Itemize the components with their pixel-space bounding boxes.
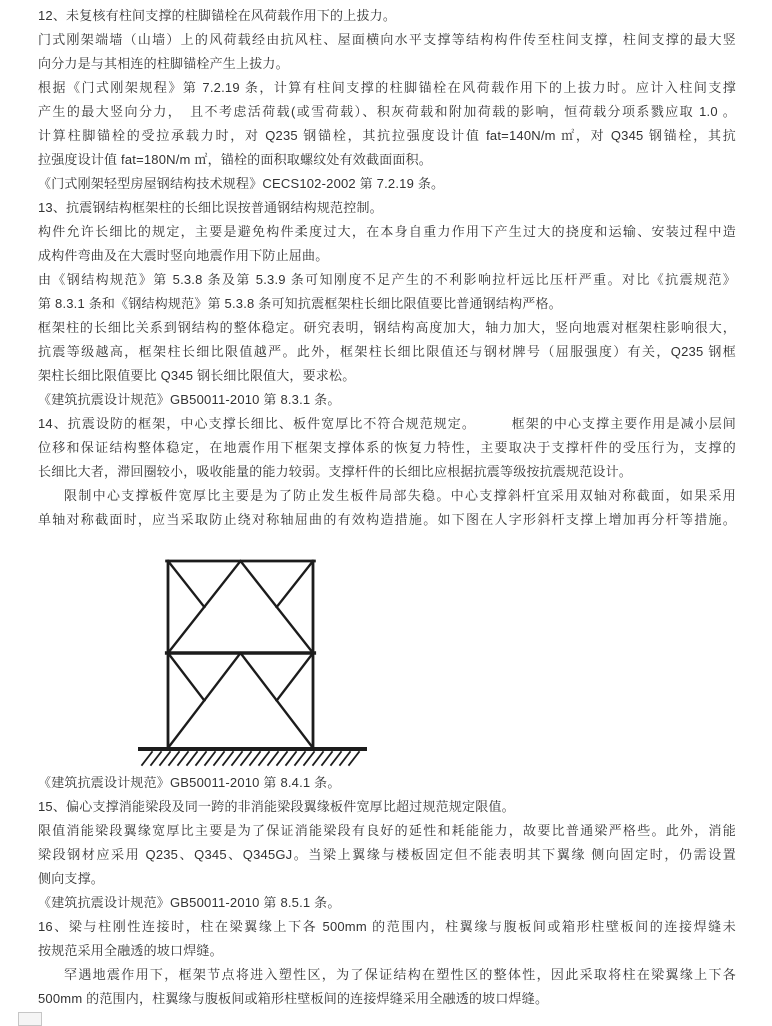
text-line: 13、抗震钢结构框架柱的长细比误按普通钢结构规范控制。 [38, 200, 383, 215]
text-line: 侧向支撑。 [38, 871, 105, 886]
text-line: 向分力是与其相连的柱脚锚栓产生上拔力。 [38, 56, 289, 71]
text-line: 限制中心支撑板件宽厚比主要是为了防止发生板件局部失稳。中心支撑斜杆宜采用双轴对称截面，如果采用 [64, 488, 736, 503]
text-line: 位移和保证结构整体稳定，在地震作用下框架支撑体系的恢复力特性，主要取决于支撑杆件的受压行为，支撑的 [38, 440, 736, 455]
text-line: 《门式刚架轻型房屋钢结构技术规程》CECS102-2002 第 7.2.19 条。 [38, 176, 445, 191]
sub-division-struts [168, 561, 313, 701]
text-line: 抗震等级越高，框架柱长细比限值越严。此外，框架柱长细比限值还与钢材牌号（屈服强度）有关，Q235 钢框 [38, 344, 736, 359]
text-line: 16、梁与柱刚性连接时，柱在梁翼缘上下各 500mm 的范围内，柱翼缘与腹板间或箱形柱壁板间的连接焊缝未 [38, 919, 736, 934]
partial-element-artifact [18, 1012, 42, 1026]
text-line: 计算柱脚锚栓的受拉承载力时，对 Q235 钢锚栓，其抗拉强度设计值 fat=140N/m ㎡，对 Q345 钢锚栓，其抗 [38, 128, 736, 143]
chevron-brace-frame-diagram [138, 546, 388, 771]
text-block-upper [38, 4, 736, 532]
text-line: 《建筑抗震设计规范》GB50011-2010 第 8.3.1 条。 [38, 392, 341, 407]
text-line: 《建筑抗震设计规范》GB50011-2010 第 8.5.1 条。 [38, 895, 341, 910]
text-line: 单轴对称截面时，应当采取防止绕对称轴屈曲的有效构造措施。如下图在人字形斜杆支撑上增加再分杆等措施。 [38, 512, 736, 527]
text-line: 架柱长细比限值要比 Q345 钢长细比限值大，要求松。 [38, 368, 356, 383]
text-line: 500mm 的范围内，柱翼缘与腹板间或箱形柱壁板间的连接焊缝采用全融透的坡口焊缝。 [38, 991, 549, 1006]
text-line: 罕遇地震作用下，框架节点将进入塑性区，为了保证结构在塑性区的整体性，因此采取将柱在梁翼缘上下各 [64, 967, 736, 982]
text-line: 15、偏心支撑消能梁段及同一跨的非消能梁段翼缘板件宽厚比超过规范规定限值。 [38, 799, 515, 814]
text-line: 第 8.3.1 条和《钢结构规范》第 5.3.8 条可知抗震框架柱长细比限值要比普通钢结构严格。 [38, 296, 562, 311]
frame-beams [167, 561, 315, 653]
text-line: 成构件弯曲及在大震时竖向地震作用下防止屈曲。 [38, 248, 329, 263]
text-line: 构件允许长细比的规定，主要是避免构件柔度过大，在本身自重力作用下产生过大的挠度和运输、安装过程中造 [38, 224, 736, 239]
text-line: 《建筑抗震设计规范》GB50011-2010 第 8.4.1 条。 [38, 775, 341, 790]
text-line: 长细比大者，滞回圈较小，吸收能量的能力较弱。支撑杆件的长细比应根据抗震等级按抗震规范设计。 [38, 464, 633, 479]
document-body [38, 4, 736, 1011]
text-line: 拉强度设计值 fat=180N/m ㎡，锚栓的面积取螺纹处有效截面面积。 [38, 152, 432, 167]
text-line: 门式刚架端墙（山墙）上的风荷载经由抗风柱、屋面横向水平支撑等结构构件传至柱间支撑，柱间支撑的最大竖 [38, 32, 736, 47]
text-line: 12、未复核有柱间支撑的柱脚锚栓在风荷载作用下的上拔力。 [38, 8, 397, 23]
text-line: 14、抗震设防的框架，中心支撑长细比、板件宽厚比不符合规范规定。 框架的中心支撑主要作用是减小层间 [38, 416, 736, 431]
ground-hatching [142, 752, 359, 765]
text-line: 产生的最大竖向分力， 且不考虑活荷载(或雪荷载）、积灰荷载和附加荷载的影响，恒荷载分项系戮应取 1.0 。 [38, 104, 736, 119]
text-line: 根据《门式刚架规程》第 7.2.19 条，计算有柱间支撑的柱脚锚栓在风荷载作用下的上拔力时。应计入柱间支撑 [38, 80, 736, 95]
text-line: 限值消能梁段翼缘宽厚比主要是为了保证消能梁段有良好的延性和耗能能力，故要比普通梁严格些。此外，消能 [38, 823, 736, 838]
text-block-lower [38, 771, 736, 1011]
brace-frame-figure [138, 546, 388, 771]
text-line: 框架柱的长细比关系到钢结构的整体稳定。研究表明，钢结构高度加大，轴力加大，竖向地震对框架柱影响很大， [38, 320, 736, 335]
text-line: 由《钢结构规范》第 5.3.8 条及第 5.3.9 条可知刚度不足产生的不利影响拉杆远比压杆严重。对比《抗震规范》 [38, 272, 736, 287]
text-line: 梁段钢材应采用 Q235、Q345、Q345GJ。当梁上翼缘与楼板固定但不能表明其下翼缘 侧向固定时，仍需设置 [38, 847, 736, 862]
text-line: 按规范采用全融透的坡口焊缝。 [38, 943, 223, 958]
